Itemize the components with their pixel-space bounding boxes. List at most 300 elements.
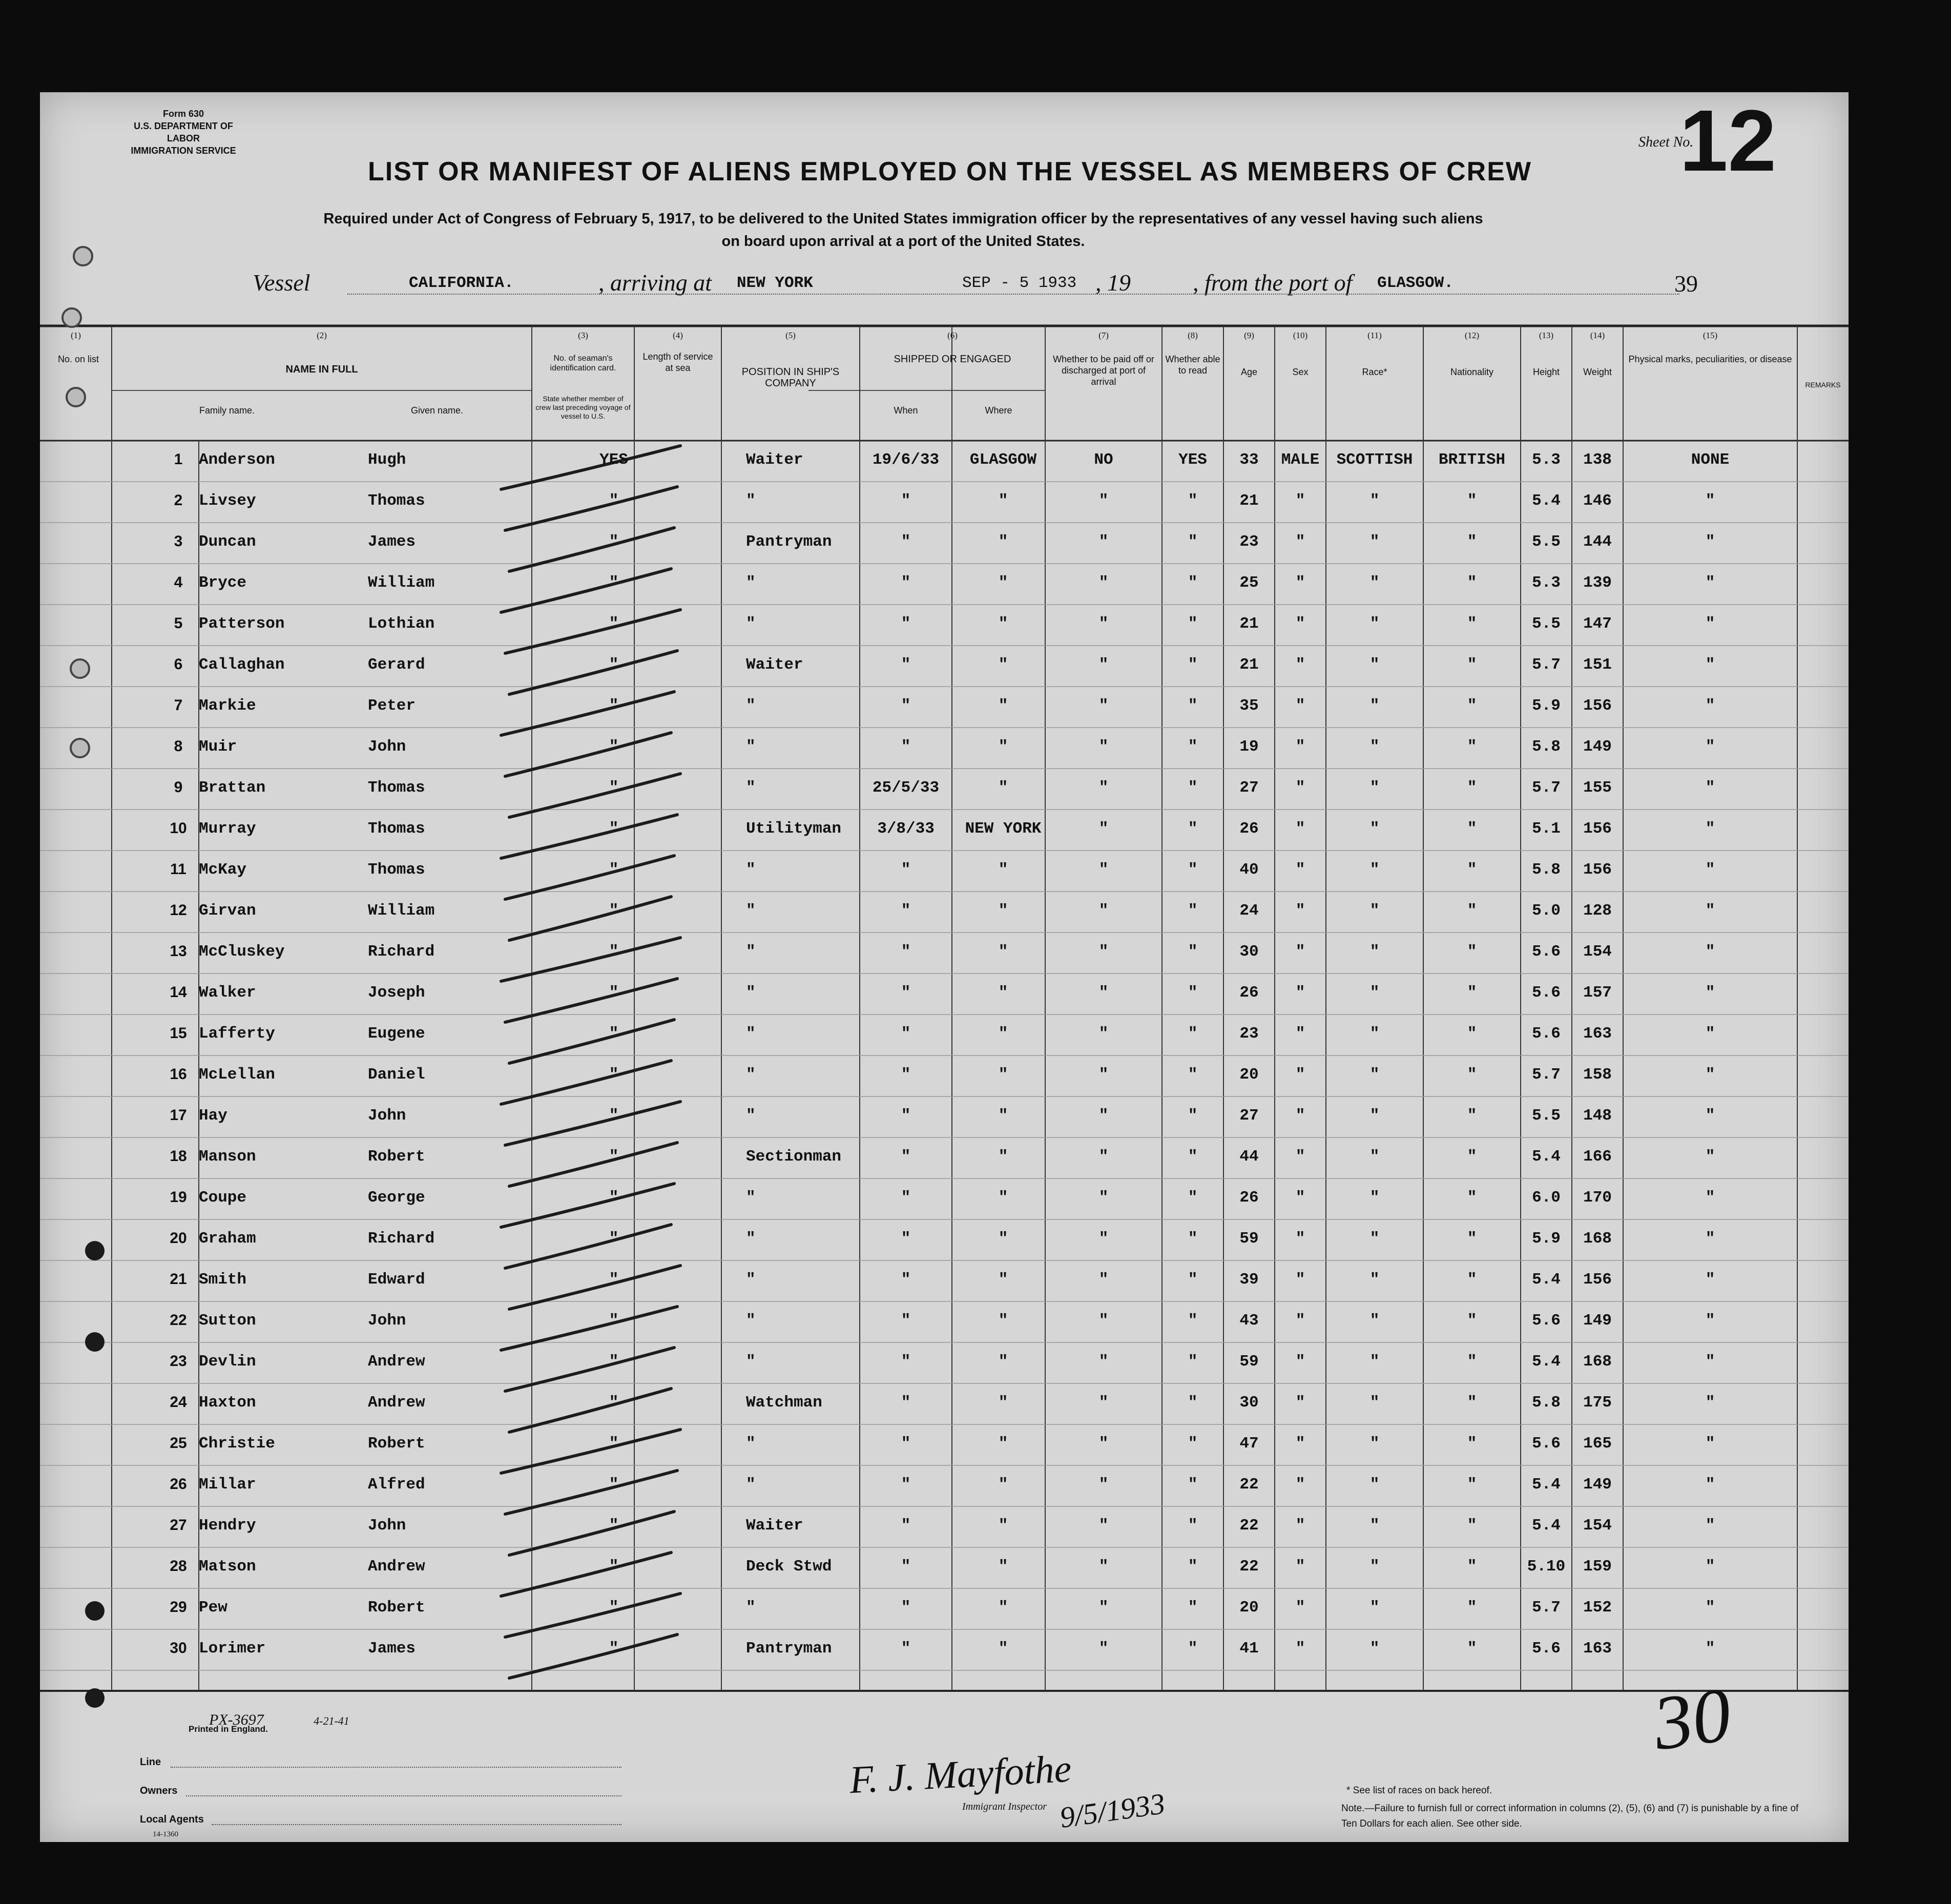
cell-paid-off: " [1098, 1640, 1109, 1658]
cell-when: " [901, 1558, 911, 1576]
row-number: 17 [170, 1107, 187, 1124]
cell-read: " [1188, 533, 1198, 551]
cell-age: 23 [1239, 1025, 1259, 1043]
cell-height: 5.3 [1532, 574, 1561, 592]
cell-paid-off: " [1098, 1025, 1109, 1043]
cell-height: 5.4 [1532, 492, 1561, 510]
cell-race: " [1369, 1107, 1380, 1125]
cell-family: Lorimer [199, 1640, 266, 1658]
row-number: 22 [170, 1312, 187, 1329]
cell-nationality: " [1467, 1148, 1477, 1166]
cell-given: Richard [368, 943, 435, 961]
cell-position: " [746, 1312, 756, 1330]
cell-height: 5.8 [1532, 1394, 1561, 1412]
cell-position: " [746, 984, 756, 1002]
cell-height: 5.5 [1532, 1107, 1561, 1125]
cell-family: Patterson [199, 615, 285, 633]
row-number: 29 [170, 1599, 187, 1616]
cell-given: John [368, 1517, 406, 1535]
cell-card: " [609, 1025, 619, 1043]
cell-race: " [1369, 615, 1380, 633]
cell-given: Peter [368, 697, 416, 715]
pencil-check-mark [501, 569, 671, 612]
cell-race: " [1369, 1476, 1380, 1494]
cell-nationality: " [1467, 1230, 1477, 1248]
cell-position: " [746, 1189, 756, 1207]
cell-card: " [609, 1517, 619, 1535]
row-number: 23 [170, 1353, 187, 1370]
cell-nationality: " [1467, 1066, 1477, 1084]
pencil-check-mark [505, 1348, 674, 1391]
cell-family: Anderson [199, 451, 275, 469]
col-5-header: POSITION IN SHIP'S COMPANY [741, 366, 840, 389]
cell-race: " [1369, 533, 1380, 551]
form-number: Form 630 [162, 109, 204, 119]
cell-nationality: " [1467, 820, 1477, 838]
cell-card: " [609, 1107, 619, 1125]
cell-card: " [609, 1640, 619, 1658]
pencil-check-mark [501, 1307, 677, 1350]
cell-card: " [609, 820, 619, 838]
cell-height: 5.4 [1532, 1353, 1561, 1371]
cell-paid-off: " [1098, 1353, 1109, 1371]
cell-when: " [901, 1271, 911, 1289]
cell-age: 33 [1239, 451, 1259, 469]
cell-position: " [746, 615, 756, 633]
cell-age: 23 [1239, 533, 1259, 551]
penalty-note: Note.—Failure to furnish full or correct information in columns (2), (5), (6) and (7) is punishable by a fine of Ten Dollars for each alien. See other side. [1341, 1803, 1799, 1829]
cell-card: " [609, 1230, 619, 1248]
cell-given: Robert [368, 1435, 425, 1453]
binder-hole [85, 1688, 105, 1708]
cell-paid-off: " [1098, 1189, 1109, 1207]
col-9-header: Age [1240, 367, 1258, 377]
agents-code: 14-1360 [153, 1830, 178, 1838]
cell-sex: " [1295, 656, 1305, 674]
cell-weight: 152 [1583, 1599, 1612, 1617]
owners-label: Owners [140, 1785, 178, 1796]
pencil-check-mark [509, 1020, 674, 1063]
cell-sex: " [1295, 861, 1305, 879]
cell-marks: " [1705, 1148, 1715, 1166]
cell-sex: " [1295, 492, 1305, 510]
cell-marks: " [1705, 984, 1715, 1002]
col-10-header: Sex [1292, 367, 1309, 377]
cell-read: " [1188, 1476, 1198, 1494]
list-total-number: 39 [1674, 271, 1698, 297]
cell-where: " [998, 1558, 1008, 1576]
row-number: 1 [174, 451, 183, 468]
cell-where: " [998, 1394, 1008, 1412]
owners-rule [186, 1795, 621, 1796]
cell-race: " [1369, 1189, 1380, 1207]
cell-marks: " [1705, 1025, 1715, 1043]
cell-height: 5.5 [1532, 615, 1561, 633]
cell-family: Walker [199, 984, 256, 1002]
cell-marks: " [1705, 1230, 1715, 1248]
row-number: 26 [170, 1476, 187, 1493]
cell-age: 35 [1239, 697, 1259, 715]
cell-weight: 146 [1583, 492, 1612, 510]
cell-given: Thomas [368, 861, 425, 879]
cell-weight: 149 [1583, 1476, 1612, 1494]
cell-paid-off: " [1098, 1558, 1109, 1576]
cell-sex: MALE [1281, 451, 1320, 469]
cell-position: " [746, 1107, 756, 1125]
cell-read: " [1188, 1558, 1198, 1576]
col-15-number: (15) [1703, 330, 1718, 340]
cell-card: " [609, 1394, 619, 1412]
pencil-check-mark [505, 487, 677, 530]
cell-family: Lafferty [199, 1025, 275, 1043]
cell-read: " [1188, 779, 1198, 797]
cell-race: " [1369, 1025, 1380, 1043]
cell-age: 20 [1239, 1599, 1259, 1617]
col-5-number: (5) [785, 330, 796, 340]
cell-weight: 156 [1583, 861, 1612, 879]
cell-race: " [1369, 779, 1380, 797]
cell-nationality: " [1467, 1271, 1477, 1289]
cell-read: " [1188, 1066, 1198, 1084]
cell-race: " [1369, 1558, 1380, 1576]
cell-card: " [609, 779, 619, 797]
cell-marks: " [1705, 902, 1715, 920]
cell-age: 41 [1239, 1640, 1259, 1658]
cell-position: Deck Stwd [746, 1558, 832, 1576]
cell-height: 5.4 [1532, 1148, 1561, 1166]
sheet-label: Sheet No. [1638, 134, 1694, 150]
cell-position: Watchman [746, 1394, 822, 1412]
cell-family: Brattan [199, 779, 266, 797]
cell-marks: " [1705, 1353, 1715, 1371]
cell-when: " [901, 615, 911, 633]
cell-position: " [746, 1066, 756, 1084]
row-number: 7 [174, 697, 183, 714]
cell-paid-off: " [1098, 574, 1109, 592]
cell-race: " [1369, 1066, 1380, 1084]
cell-weight: 154 [1583, 943, 1612, 961]
cell-sex: " [1295, 1353, 1305, 1371]
cell-when: " [901, 697, 911, 715]
arriving-port: NEW YORK [737, 274, 813, 292]
cell-paid-off: " [1098, 984, 1109, 1002]
cell-read: YES [1178, 451, 1207, 469]
cell-age: 22 [1239, 1517, 1259, 1535]
cell-age: 21 [1239, 492, 1259, 510]
cell-given: George [368, 1189, 425, 1207]
cell-race: " [1369, 1353, 1380, 1371]
cell-when: " [901, 861, 911, 879]
cell-age: 26 [1239, 1189, 1259, 1207]
cell-weight: 166 [1583, 1148, 1612, 1166]
cell-weight: 139 [1583, 574, 1612, 592]
cell-weight: 170 [1583, 1189, 1612, 1207]
cell-read: " [1188, 1394, 1198, 1412]
cell-family: Livsey [199, 492, 256, 510]
cell-family: Millar [199, 1476, 256, 1494]
cell-weight: 144 [1583, 533, 1612, 551]
cell-family: Callaghan [199, 656, 285, 674]
cell-read: " [1188, 1189, 1198, 1207]
cell-marks: " [1705, 820, 1715, 838]
pencil-check-mark [509, 1512, 674, 1555]
cell-nationality: " [1467, 943, 1477, 961]
cell-weight: 175 [1583, 1394, 1612, 1412]
race-footnote: * See list of races on back hereof. [1346, 1785, 1492, 1796]
cell-when: " [901, 1066, 911, 1084]
cell-when: " [901, 1025, 911, 1043]
cell-weight: 151 [1583, 656, 1612, 674]
cell-card: " [609, 1066, 619, 1084]
row-number: 16 [170, 1066, 187, 1083]
cell-card: " [609, 1558, 619, 1576]
cell-sex: " [1295, 697, 1305, 715]
cell-paid-off: " [1098, 492, 1109, 510]
cell-when: " [901, 1435, 911, 1453]
cell-marks: " [1705, 1435, 1715, 1453]
pencil-check-mark [501, 692, 674, 735]
cell-where: " [998, 1271, 1008, 1289]
cell-nationality: " [1467, 779, 1477, 797]
cell-where: " [998, 1312, 1008, 1330]
cell-family: Manson [199, 1148, 256, 1166]
col-13-number: (13) [1539, 330, 1554, 340]
binder-hole [85, 1332, 105, 1352]
pencil-check-mark [505, 1225, 671, 1268]
cell-card: " [609, 1476, 619, 1494]
pencil-check-mark [505, 979, 677, 1022]
cell-family: McKay [199, 861, 247, 879]
cell-sex: " [1295, 902, 1305, 920]
cell-read: " [1188, 1312, 1198, 1330]
cell-when: " [901, 533, 911, 551]
cell-age: 30 [1239, 943, 1259, 961]
cell-paid-off: " [1098, 615, 1109, 633]
row-number: 2 [174, 492, 183, 509]
cell-sex: " [1295, 1476, 1305, 1494]
cell-sex: " [1295, 533, 1305, 551]
cell-height: 5.7 [1532, 1066, 1561, 1084]
cell-age: 47 [1239, 1435, 1259, 1453]
cell-given: John [368, 1312, 406, 1330]
cell-where: " [998, 1476, 1008, 1494]
cell-nationality: " [1467, 492, 1477, 510]
col-4-number: (4) [673, 330, 683, 340]
cell-age: 25 [1239, 574, 1259, 592]
cell-marks: " [1705, 1558, 1715, 1576]
row-number: 8 [174, 738, 183, 755]
cell-family: McLellan [199, 1066, 275, 1084]
cell-paid-off: " [1098, 1599, 1109, 1617]
cell-when: " [901, 943, 911, 961]
col-2-family-header: Family name. [199, 405, 255, 416]
cell-weight: 158 [1583, 1066, 1612, 1084]
cell-height: 5.7 [1532, 779, 1561, 797]
col-13-header: Height [1532, 367, 1560, 377]
cell-card: YES [599, 451, 628, 469]
cell-family: Hendry [199, 1517, 256, 1535]
pencil-check-mark [501, 1430, 680, 1473]
page-title: LIST OR MANIFEST OF ALIENS EMPLOYED ON THE VESSEL AS MEMBERS OF CREW [368, 157, 1532, 187]
cell-given: Edward [368, 1271, 425, 1289]
cell-position: Utilityman [746, 820, 842, 838]
col-2-given-header: Given name. [410, 405, 464, 416]
cell-read: " [1188, 861, 1198, 879]
cell-given: Andrew [368, 1353, 425, 1371]
cell-sex: " [1295, 1189, 1305, 1207]
binder-hole [73, 246, 93, 266]
cell-height: 5.5 [1532, 533, 1561, 551]
cell-given: James [368, 1640, 416, 1658]
row-number: 28 [170, 1558, 187, 1575]
cell-race: " [1369, 861, 1380, 879]
cell-paid-off: " [1098, 820, 1109, 838]
cell-card: " [609, 1353, 619, 1371]
cell-age: 26 [1239, 820, 1259, 838]
cell-given: William [368, 902, 435, 920]
cell-read: " [1188, 1271, 1198, 1289]
cell-nationality: " [1467, 533, 1477, 551]
cell-nationality: " [1467, 1189, 1477, 1207]
cell-card: " [609, 1148, 619, 1166]
cell-height: 5.8 [1532, 738, 1561, 756]
vessel-name: CALIFORNIA. [409, 274, 514, 292]
cell-height: 5.6 [1532, 1435, 1561, 1453]
cell-race: " [1369, 1230, 1380, 1248]
cell-paid-off: NO [1094, 451, 1113, 469]
cell-paid-off: " [1098, 656, 1109, 674]
col-6-when-header: When [894, 405, 918, 416]
cell-card: " [609, 902, 619, 920]
cell-position: Pantryman [746, 533, 832, 551]
cell-age: 43 [1239, 1312, 1259, 1330]
row-number: 4 [174, 574, 183, 591]
cell-age: 30 [1239, 1394, 1259, 1412]
cell-read: " [1188, 1517, 1198, 1535]
cell-given: Thomas [368, 492, 425, 510]
cell-read: " [1188, 902, 1198, 920]
cell-race: " [1369, 902, 1380, 920]
cell-position: " [746, 492, 756, 510]
cell-where: " [998, 738, 1008, 756]
cell-read: " [1188, 615, 1198, 633]
binder-hole [61, 307, 82, 328]
agents-label: Local Agents [140, 1814, 204, 1825]
row-number: 9 [174, 779, 183, 796]
cell-sex: " [1295, 1230, 1305, 1248]
cell-race: " [1369, 820, 1380, 838]
cell-family: Graham [199, 1230, 256, 1248]
row-number: 20 [170, 1230, 187, 1247]
cell-read: " [1188, 984, 1198, 1002]
cell-marks: " [1705, 779, 1715, 797]
cell-height: 5.10 [1527, 1558, 1566, 1576]
cell-weight: 138 [1583, 451, 1612, 469]
cell-position: " [746, 1476, 756, 1494]
row-number: 21 [170, 1271, 187, 1288]
cell-race: " [1369, 574, 1380, 592]
row-number: 30 [170, 1640, 187, 1657]
cell-paid-off: " [1098, 1148, 1109, 1166]
px-date: 4-21-41 [314, 1714, 349, 1727]
cell-race: " [1369, 984, 1380, 1002]
cell-marks: " [1705, 615, 1715, 633]
cell-age: 24 [1239, 902, 1259, 920]
cell-height: 5.3 [1532, 451, 1561, 469]
cell-height: 5.9 [1532, 697, 1561, 715]
cell-nationality: " [1467, 656, 1477, 674]
cell-where: " [998, 1640, 1008, 1658]
cell-marks: " [1705, 697, 1715, 715]
year-label: , 19 [1095, 270, 1131, 296]
cell-race: " [1369, 943, 1380, 961]
pencil-check-mark [501, 1061, 671, 1104]
cell-given: Richard [368, 1230, 435, 1248]
cell-position: " [746, 1435, 756, 1453]
cell-where: " [998, 574, 1008, 592]
cell-family: Bryce [199, 574, 247, 592]
cell-when: " [901, 1394, 911, 1412]
subtitle-line-1: Required under Act of Congress of February 5, 1917, to be delivered to the United States immigration officer by the representatives of any vessel having such aliens [323, 211, 1483, 227]
inspector-signature: F. J. Mayfothe [848, 1747, 1073, 1802]
cell-age: 21 [1239, 615, 1259, 633]
cell-when: " [901, 1107, 911, 1125]
cell-age: 26 [1239, 984, 1259, 1002]
cell-position: " [746, 861, 756, 879]
cell-weight: 155 [1583, 779, 1612, 797]
cell-read: " [1188, 1025, 1198, 1043]
cell-marks: " [1705, 1517, 1715, 1535]
cell-given: John [368, 1107, 406, 1125]
cell-position: " [746, 943, 756, 961]
col-4-header: Length of service at sea [642, 351, 713, 373]
cell-nationality: " [1467, 1640, 1477, 1658]
cell-sex: " [1295, 1148, 1305, 1166]
cell-marks: NONE [1691, 451, 1730, 469]
pencil-check-mark [501, 938, 680, 981]
cell-age: 22 [1239, 1558, 1259, 1576]
row-number: 15 [170, 1025, 187, 1042]
cell-family: Matson [199, 1558, 256, 1576]
cell-read: " [1188, 1107, 1198, 1125]
col-2-number: (2) [317, 330, 327, 340]
cell-read: " [1188, 1599, 1198, 1617]
cell-when: " [901, 492, 911, 510]
cell-when: " [901, 1640, 911, 1658]
cell-given: Andrew [368, 1394, 425, 1412]
col-6-header: SHIPPED OR ENGAGED [894, 354, 1011, 365]
pencil-check-mark [501, 1553, 671, 1596]
binder-hole [85, 1601, 105, 1621]
pencil-check-mark [509, 528, 674, 571]
cell-given: Thomas [368, 779, 425, 797]
cell-sex: " [1295, 1435, 1305, 1453]
cell-when: " [901, 902, 911, 920]
cell-where: " [998, 861, 1008, 879]
cell-card: " [609, 615, 619, 633]
cell-read: " [1188, 738, 1198, 756]
cell-when: 19/6/33 [872, 451, 940, 469]
cell-read: " [1188, 1353, 1198, 1371]
col-11-number: (11) [1367, 330, 1382, 340]
cell-where: " [998, 1435, 1008, 1453]
cell-position: " [746, 1353, 756, 1371]
cell-when: " [901, 1476, 911, 1494]
cell-weight: 163 [1583, 1025, 1612, 1043]
cell-when: 3/8/33 [877, 820, 935, 838]
cell-race: SCOTTISH [1336, 451, 1413, 469]
cell-paid-off: " [1098, 1476, 1109, 1494]
